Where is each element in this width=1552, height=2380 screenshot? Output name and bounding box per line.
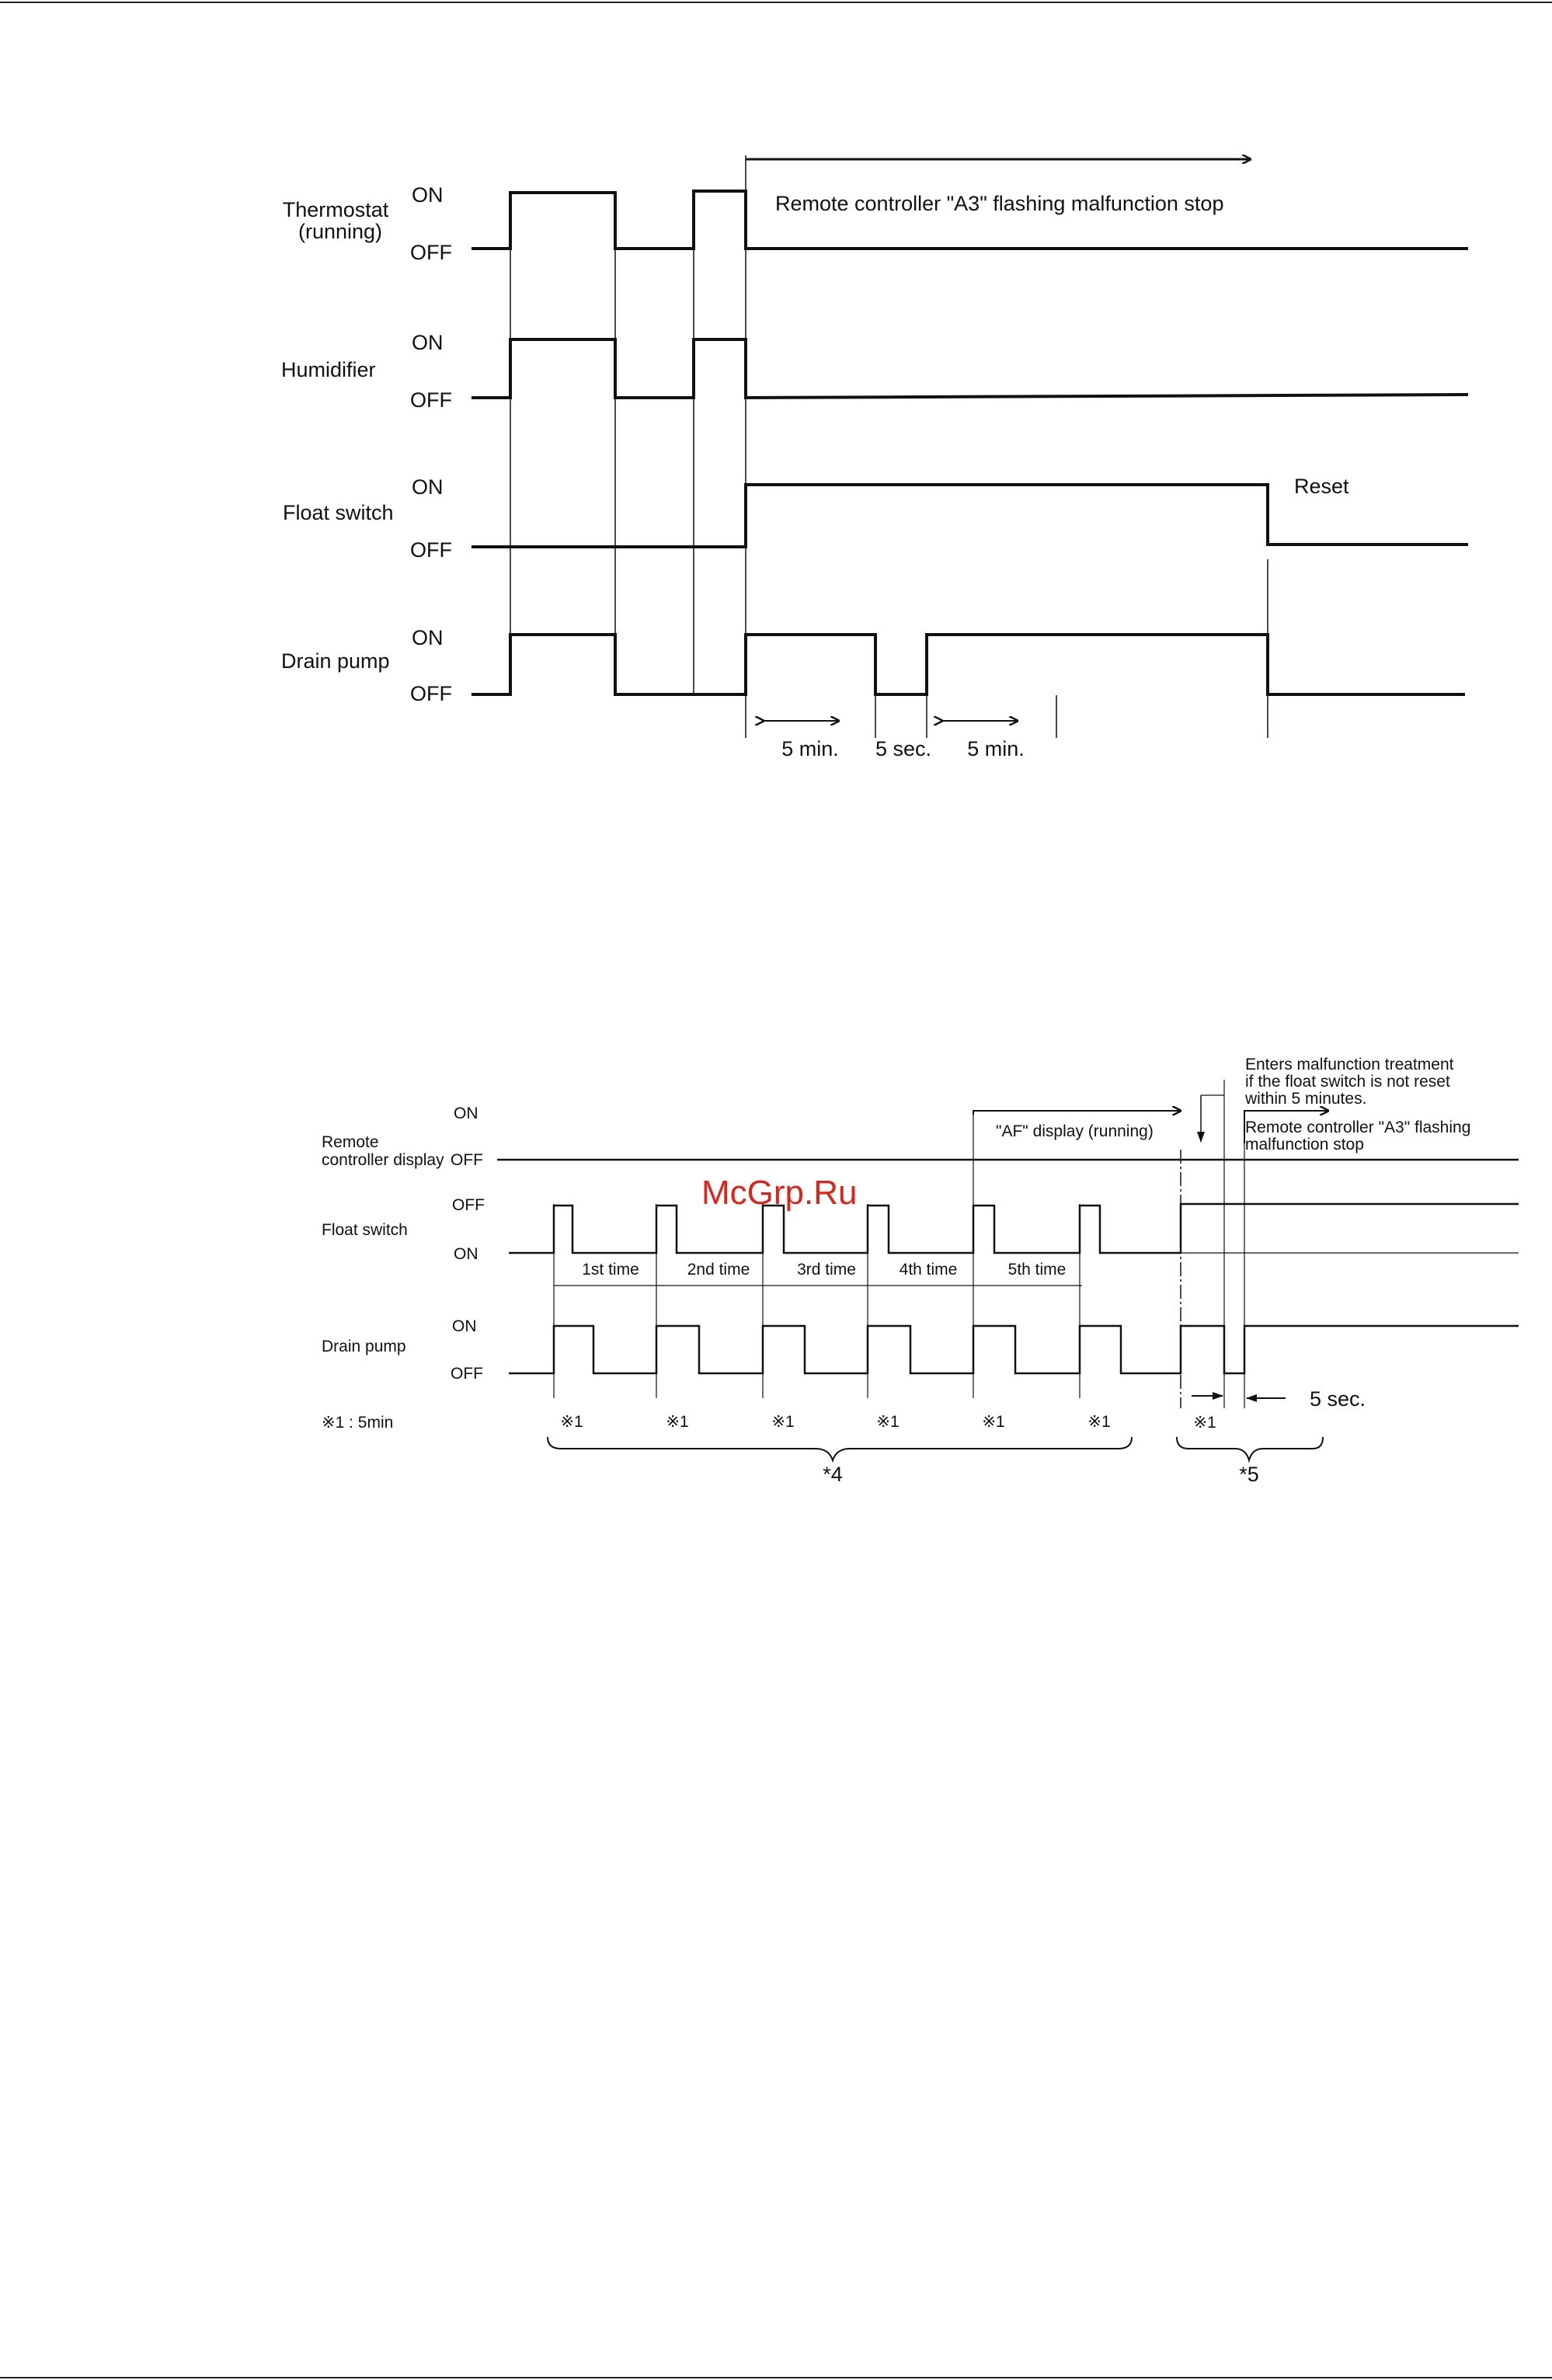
af-arrow xyxy=(973,1111,1181,1115)
time-label-3: 3rd time xyxy=(797,1261,856,1279)
diagram-2 xyxy=(322,1056,1519,1486)
brace-5 xyxy=(1177,1437,1323,1460)
brace-5-label: *5 xyxy=(1239,1463,1259,1486)
mark-7: ※1 xyxy=(1193,1414,1216,1432)
brace-4-label: *4 xyxy=(823,1463,843,1486)
display-label-line1: Remote xyxy=(322,1133,379,1151)
display-off-label: OFF xyxy=(451,1151,483,1169)
float-on-label: ON xyxy=(454,1245,478,1263)
waveforms xyxy=(472,191,1468,694)
mark-3: ※1 xyxy=(771,1413,795,1431)
humidifier-signal xyxy=(472,339,1468,398)
thermostat-label: Thermostat xyxy=(282,198,389,221)
thermostat-off-label: OFF xyxy=(410,241,452,264)
drain-pump-on-label: ON xyxy=(412,626,444,649)
humidifier-on-label: ON xyxy=(412,331,444,354)
display-on-label: ON xyxy=(454,1105,478,1122)
drain-pump-label: Drain pump xyxy=(281,649,390,673)
stop-note-2: malfunction stop xyxy=(1245,1136,1364,1153)
float-signal xyxy=(509,1204,1519,1253)
float-switch-off-label: OFF xyxy=(410,538,452,562)
pump-signal xyxy=(509,1326,1519,1373)
mark-4: ※1 xyxy=(876,1413,900,1431)
time-label-2: 2nd time xyxy=(687,1261,750,1279)
time-label-4: 4th time xyxy=(899,1261,958,1279)
pump-off-label: OFF xyxy=(451,1365,483,1383)
enter-note-3: within 5 minutes. xyxy=(1245,1090,1367,1108)
mark-2: ※1 xyxy=(666,1413,689,1431)
watermark: McGrp.Ru xyxy=(701,1174,858,1212)
enter-note-2: if the float switch is not reset xyxy=(1245,1073,1450,1091)
float-label: Float switch xyxy=(322,1221,408,1239)
mark-legend: ※1 : 5min xyxy=(322,1414,394,1432)
interval-5sec: 5 sec. xyxy=(875,737,932,760)
float-switch-label: Float switch xyxy=(283,501,394,524)
malfunction-note: Remote controller "A3" flashing malfunction stop xyxy=(775,192,1224,215)
guide-lines xyxy=(510,155,1268,738)
af-note: "AF" display (running) xyxy=(996,1122,1154,1140)
thermostat-on-label: ON xyxy=(412,183,444,207)
humidifier-off-label: OFF xyxy=(410,388,452,412)
drain-pump-off-label: OFF xyxy=(410,682,452,705)
humidifier-label: Humidifier xyxy=(281,358,376,381)
thermostat-sublabel: (running) xyxy=(298,220,383,243)
pump-label: Drain pump xyxy=(322,1338,406,1355)
float-switch-on-label: ON xyxy=(412,475,444,499)
five-sec-label: 5 sec. xyxy=(1310,1387,1366,1411)
diagram-1 xyxy=(281,155,1468,760)
mark-6: ※1 xyxy=(1087,1413,1111,1431)
brace-4 xyxy=(548,1437,1132,1460)
mark-1: ※1 xyxy=(560,1413,583,1431)
pump-on-label: ON xyxy=(452,1317,477,1335)
time-label-5: 5th time xyxy=(1007,1261,1067,1279)
enter-note-1: Enters malfunction treatment xyxy=(1245,1056,1454,1073)
stop-note-1: Remote controller "A3" flashing xyxy=(1245,1119,1471,1136)
float-off-label: OFF xyxy=(452,1196,485,1214)
mark-5: ※1 xyxy=(982,1413,1005,1431)
time-label-1: 1st time xyxy=(582,1261,639,1279)
interval-5min-1: 5 min. xyxy=(781,737,839,760)
reset-label: Reset xyxy=(1294,475,1349,498)
interval-5min-2: 5 min. xyxy=(967,737,1025,760)
drain-pump-signal xyxy=(472,635,1465,694)
display-label-line2: controller display xyxy=(322,1151,444,1169)
